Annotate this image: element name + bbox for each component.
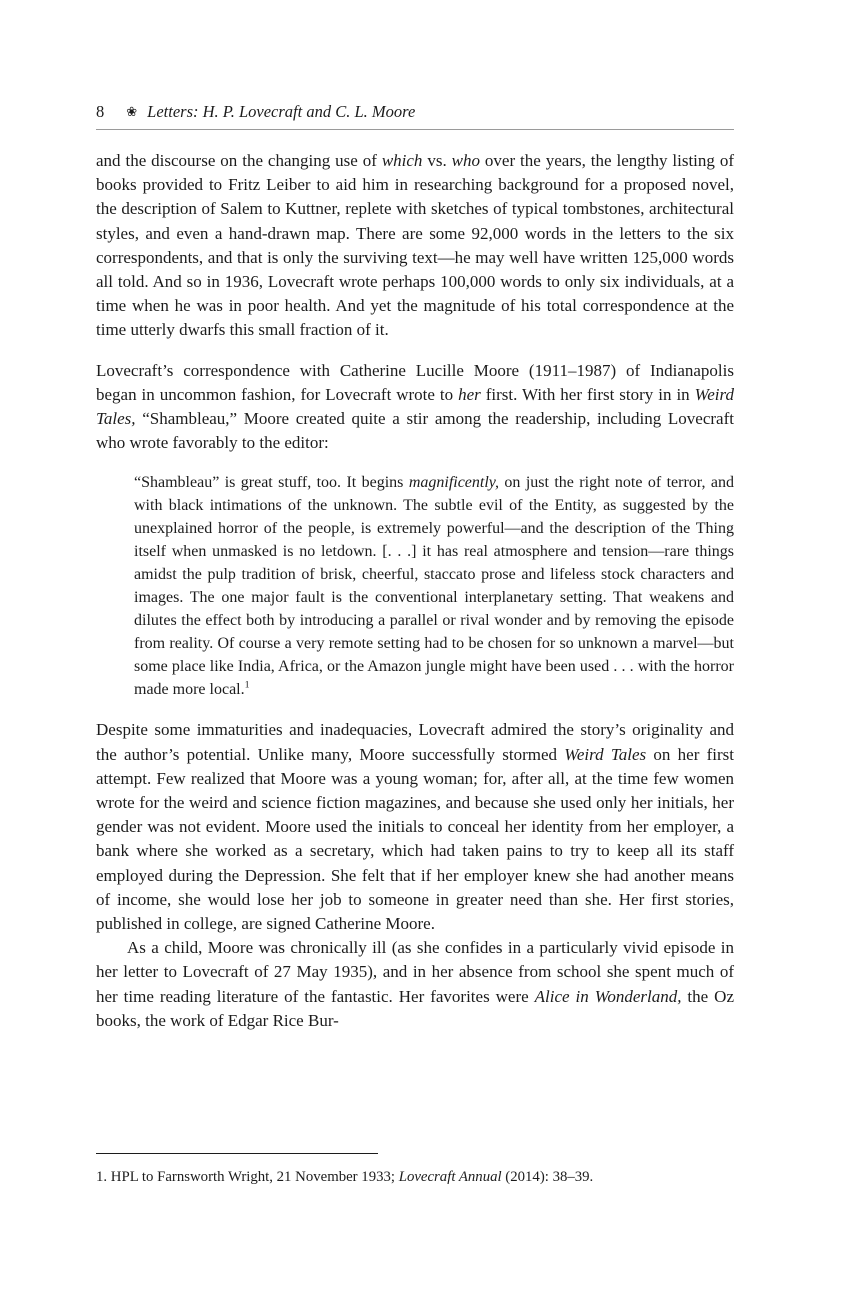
body-paragraph (96, 718, 734, 936)
body-paragraph (96, 936, 734, 1033)
text-run: “Shambleau” is great stuff, too. It begins (134, 474, 409, 492)
text-run: 1. HPL to Farnsworth Wright, 21 November 1933; (96, 1169, 399, 1185)
page-number: 8 (96, 102, 105, 121)
page-content (96, 149, 734, 1033)
text-run: on just the right note of terror, and with black intimations of the unknown. The subtle evil of the Entity, as suggested by the unexplained horror of the people, is extremely powerful—and the description of the Thing itself when unmasked is no letdown. [. . .] it has real atmosphere and tension—rare things amidst the pulp tradition of brisk, cheerful, staccato prose and lifeless stock characters and images. The one major fault is the conventional interplanetary setting. That weakens and dilutes the effect both by introducing a parallel or rival wonder and by removing the episode from reality. Of course a very remote setting had to be chosen for so unknown a marvel—but some place like India, Africa, or the Amazon jungle might have been used . . . with the horror made more local. (134, 474, 734, 699)
italic-run: which (381, 151, 423, 170)
text-run: on her first attempt. Few realized that Moore was a young woman; for, after all, at the time few women wrote for the weird and science fiction magazines, and because she used only her initials, her gender was not evident. Moore used the initials to conceal her identity from her employer, a bank where she worked as a secretary, which had taken pains to try to keep all its staff employed during the Depression. She felt that if her employer knew she had another means of income, she would lose her job to someone in greater need than she. Her first stories, published in college, are signed Catherine Moore. (96, 744, 734, 934)
text-run: the Oz books, the work of Edgar Rice Bur- (96, 986, 734, 1030)
italic-run: magnificently, (408, 474, 500, 492)
text-run: and the discourse on the changing use of (96, 151, 382, 170)
italic-run: Lovecraft Annual (398, 1169, 502, 1185)
italic-run: who (451, 151, 480, 170)
running-header (96, 102, 734, 130)
text-run: over the years, the lengthy listing of books provided to Fritz Leiber to aid him in researching background for a proposed novel, the description of Salem to Kuttner, replete with sketches of typical tombstones, architectural styles, and even a hand-drawn map. There are some 92,000 words in the letters to the six correspondents, and that is only the surviving text—he may well have written 125,000 words all told. And so in 1936, Lovecraft wrote perhaps 100,000 words to only six individuals, at a time when he was in poor health. And yet the magnitude of his total correspondence at the time utterly dwarfs this small fraction of it. (96, 151, 734, 340)
italic-run: Weird Tales, (96, 384, 734, 429)
italic-run: Alice in Wonderland, (534, 986, 682, 1006)
text-run: As a child, Moore was chronically ill (as she confides in a particularly vivid episode in her letter to Lovecraft of 27 May 1935), and in her absence from school she spent much of her time reading literature of the fantastic. Her favorites were (96, 938, 734, 1006)
text-run: Despite some immaturities and inadequacies, Lovecraft admired the story’s originality and the author’s potential. Unlike many, Moore successfully stormed (96, 720, 734, 764)
fleuron-ornament-icon: ❀ (126, 105, 138, 120)
body-paragraph (96, 149, 734, 343)
italic-run: Weird Tales (564, 744, 647, 764)
italic-run: her (458, 384, 481, 404)
footnote-marker: 1 (244, 680, 250, 692)
text-run: vs. (422, 151, 452, 170)
text-run: (2014): 38–39. (501, 1169, 594, 1185)
footnote-text (96, 1167, 734, 1187)
running-header-title: Letters: H. P. Lovecraft and C. L. Moore (147, 102, 416, 121)
text-run: “Shambleau,” Moore created quite a stir among the readership, including Lovecraft who wrote favorably to the editor: (96, 409, 734, 453)
block-quote (134, 471, 734, 701)
body-paragraph (96, 359, 734, 456)
text-run: first. With her first story in in (480, 384, 695, 404)
footnote-rule (96, 1153, 378, 1154)
text-run: Lovecraft’s correspondence with Catherine Lucille Moore (1911–1987) of Indianapolis began in uncommon fashion, for Lovecraft wrote to (96, 360, 734, 404)
footnote-section (96, 1153, 734, 1299)
